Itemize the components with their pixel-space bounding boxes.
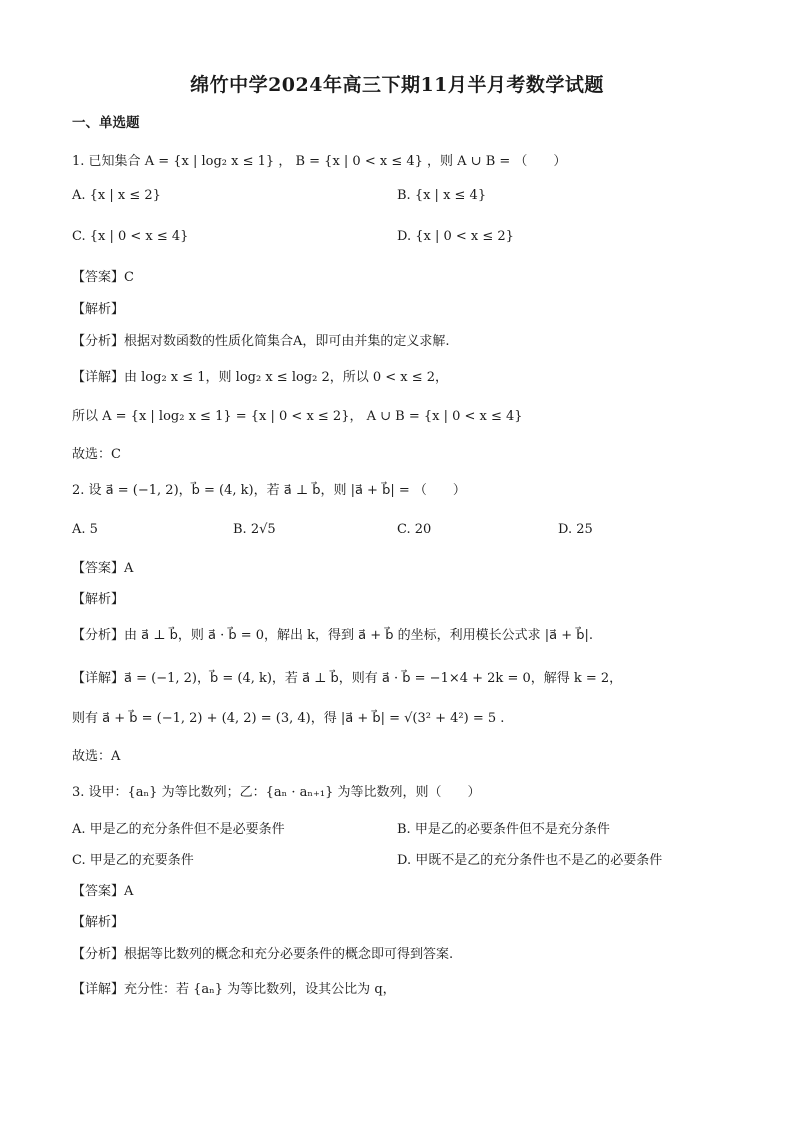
q1-option-b: B. {x | x ≤ 4} (397, 188, 487, 203)
section-heading: 一、单选题 (72, 115, 140, 131)
q2-option-b: B. 2√5 (233, 522, 276, 537)
q3-option-a: A. 甲是乙的充分条件但不是必要条件 (72, 822, 285, 837)
q1-option-a: A. {x | x ≤ 2} (72, 188, 161, 203)
q1-stem-tail: ，则 A ∪ B = （ ） (427, 154, 567, 169)
q2-detail-2: 则有 a⃗ + b⃗ = (−1, 2) + (4, 2) = (3, 4)，得 |a⃗ + b⃗| = √(3² + 4²) = 5 . (72, 711, 505, 726)
q3-option-c: C. 甲是乙的充要条件 (72, 853, 194, 868)
q2-option-a: A. 5 (72, 522, 98, 537)
q1-set-b: B = {x | 0 < x ≤ 4} (295, 154, 423, 169)
q1-stem-lead: 1. 已知集合 (72, 154, 141, 169)
q1-set-a: A = {x | log₂ x ≤ 1} (144, 154, 275, 169)
q3-jiexi-heading: 【解析】 (72, 915, 125, 930)
q1-jiexi-heading: 【解析】 (72, 302, 125, 317)
q1-comma: ， (278, 154, 292, 169)
q3-detail-1: 【详解】充分性：若 {aₙ} 为等比数列，设其公比为 q， (72, 982, 396, 997)
q1-option-d: D. {x | 0 < x ≤ 2} (397, 229, 514, 244)
q2-stem: 2. 设 a⃗ = (−1, 2)，b⃗ = (4, k)，若 a⃗ ⊥ b⃗，则 |a⃗ + b⃗| = （ ） (72, 483, 466, 498)
q2-choice: 故选：A (72, 749, 121, 764)
q2-option-c: C. 20 (397, 522, 432, 537)
q3-option-b: B. 甲是乙的必要条件但不是充分条件 (397, 822, 610, 837)
q2-detail-1: 【详解】a⃗ = (−1, 2)，b⃗ = (4, k)，若 a⃗ ⊥ b⃗，则有 a⃗ · b⃗ = −1×4 + 2k = 0，解得 k = 2， (72, 671, 623, 686)
q2-answer: 【答案】A (72, 561, 134, 576)
q2-jiexi-heading: 【解析】 (72, 592, 125, 607)
q1-analysis: 【分析】根据对数函数的性质化简集合A，即可由并集的定义求解. (72, 334, 450, 349)
q2-analysis: 【分析】由 a⃗ ⊥ b⃗，则 a⃗ · b⃗ = 0，解出 k，得到 a⃗ + b⃗ 的坐标，利用模长公式求 |a⃗ + b⃗|. (72, 628, 594, 643)
q1-detail-2: 所以 A = {x | log₂ x ≤ 1} = {x | 0 < x ≤ 2}， A ∪ B = {x | 0 < x ≤ 4} (72, 409, 523, 424)
q2-option-d: D. 25 (558, 522, 593, 537)
page-title: 绵竹中学2024年高三下期11月半月考数学试题 (190, 74, 604, 96)
q3-analysis: 【分析】根据等比数列的概念和充分必要条件的概念即可得到答案. (72, 947, 454, 962)
q3-option-d: D. 甲既不是乙的充分条件也不是乙的必要条件 (397, 853, 663, 868)
q1-answer: 【答案】C (72, 270, 134, 285)
q1-stem (72, 150, 566, 169)
q1-choice: 故选：C (72, 447, 121, 462)
q3-stem: 3. 设甲：{aₙ} 为等比数列；乙：{aₙ · aₙ₊₁} 为等比数列，则（ ） (72, 785, 481, 800)
q1-option-c: C. {x | 0 < x ≤ 4} (72, 229, 189, 244)
q3-answer: 【答案】A (72, 884, 134, 899)
q1-detail-1: 【详解】由 log₂ x ≤ 1，则 log₂ x ≤ log₂ 2，所以 0 < x ≤ 2， (72, 370, 449, 385)
